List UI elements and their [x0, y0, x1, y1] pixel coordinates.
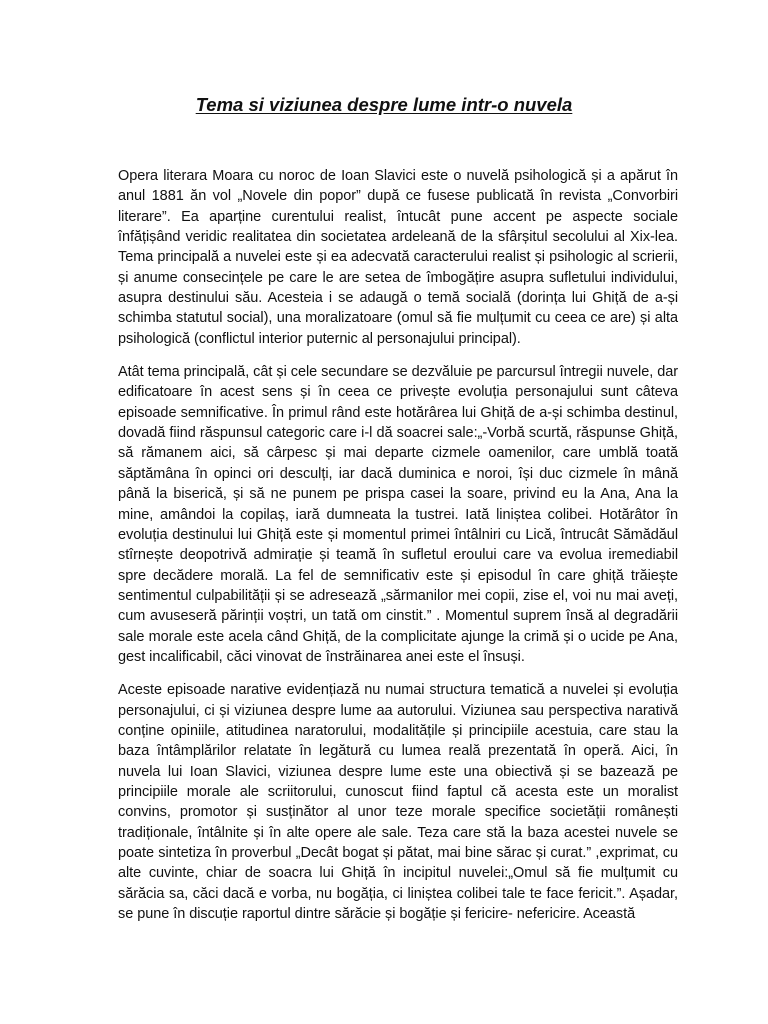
document-title: Tema si viziunea despre lume intr-o nuvela [195, 94, 573, 115]
paragraph-episodes: Atât tema principală, cât și cele secundare se dezvăluie pe parcursul întregii nuvele, dar edificatoare în acest sens și în ceea ce privește evoluția personajului sunt câteva episoade semnificative. În primul rând este hotărârea lui Ghiță de a-și schimba destinul, dovadă fiind răspunsul categoric care i-l dă soacrei sale:„-Vorbă scurtă, răspunse Ghiță, să rămanem aici, să cârpesc și mai departe cizmele oamenilor, care umblă toată săptămâna în opinci ori desculți, iar dacă duminica e noroi, își duc cizmele în mână până la biserică, și să ne punem pe prispa casei la soare, privind eu la Ana, Ana la mine, amândoi la copilaș, iară dumneata la tustrei. Iată liniștea colibei. Hotărâtor în evoluția destinului lui Ghiță este și momentul primei întâlniri cu Lică, întrucât Sămădăul stîrnește deopotrivă admirație și teamă în sufletul eroului care va evolua iremediabil spre decădere morală. La fel de semnificativ este și episodul în care ghiță trăiește sentimentul culpabilității și se adresează „sărmanilor mei copii, zise el, voi nu mai aveți, cum avuseseră părinții voștri, un tată om cinstit.” . Momentul suprem însă al degradării sale morale este acela când Ghiță, de la complicitate ajunge la crimă și o ucide pe Ana, gest incalificabil, căci vinovat de înstrăinarea anei este el însuși. [118, 364, 678, 665]
paragraph-intro: Opera literara Moara cu noroc de Ioan Slavici este o nuvelă psihologică și a apărut în anul 1881 ăn vol „Novele din popor” după ce fusese publicată în revista „Convorbiri literare”. Ea aparține curentului realist, întucât pune accent pe aspecte sociale înfățișând veridic realitatea din societatea ardeleană de la sfârșitul secolului al Xix-lea. Tema principală a nuvelei este și ea adecvată caracterului realist și psihologic al scrierii, și anume consecințele pe care le are setea de îmbogățire asupra sufletului individului, asupra destinului său. Acesteia i se adaugă o temă socială (dorința lui Ghiță de a-și schimba statutul social), una moralizatoare (omul să fie mulțumit cu ceea ce are) și alta psihologică (conflictul interior puternic al personajului principal). [118, 168, 678, 347]
paragraph-worldview: Aceste episoade narative evidențiază nu numai structura tematică a nuvelei și evoluția personajului, ci și viziunea despre lume aa autorului. Viziunea sau perspectiva narativă conține opiniile, atitudinea naratorului, modalitățile și principiile acestuia, care stau la baza întâmplărilor relatate în legătură cu lumea reală prezentată în operă. Aici, în nuvela lui Ioan Slavici, viziunea despre lume este una obiectivă și se bazează pe principiile morale ale scriitorului, cunoscut fiind faptul că acesta este un moralist convins, promotor și susținător al unor teze morale specifice societății românești tradiționale, întâlnite și în alte opere ale sale. Teza care stă la baza acestei nuvele se poate sintetiza în proverbul „Decât bogat și pătat, mai bine sărac și curat.” ,exprimat, cu alte cuvinte, chiar de soacra lui Ghiță în incipitul nuvelei:„Omul să fie mulțumit cu sărăcia sa, căci dacă e vorba, nu bogăția, ci liniștea colibei tale te face fericit.”. Așadar, se pune în discuție raportul dintre sărăcie și bogăție și fericire- nefericire. Această [118, 682, 678, 923]
document-body [118, 166, 678, 924]
